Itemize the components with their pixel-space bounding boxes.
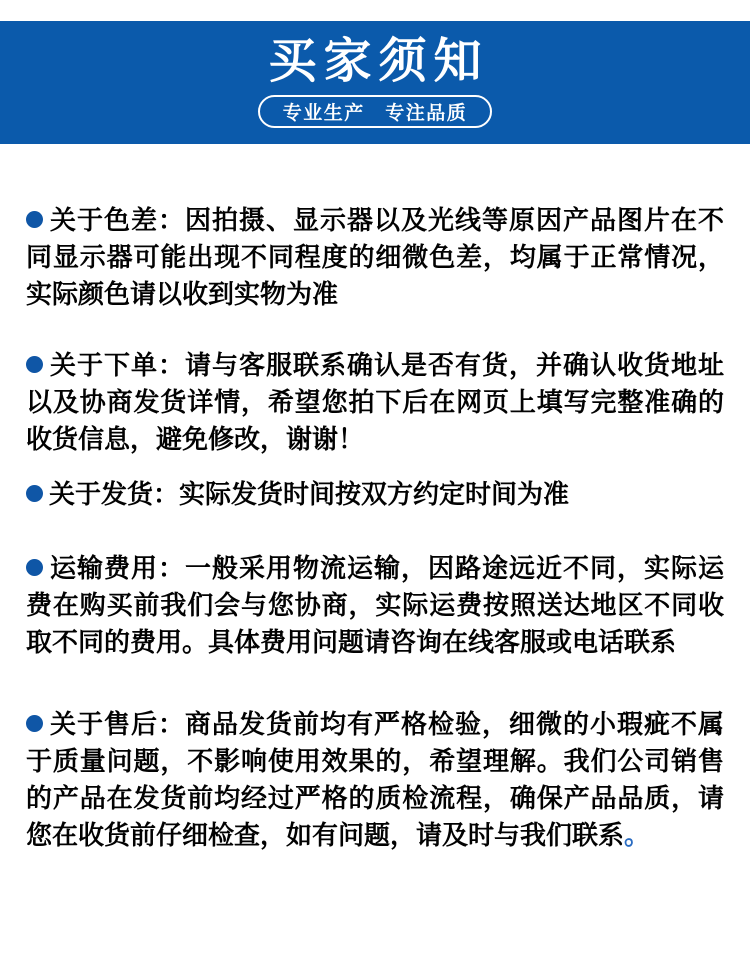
notice-color-difference (26, 202, 724, 313)
buyer-notice-page (0, 21, 750, 854)
page-title: 买家须知 (268, 34, 489, 88)
notice-ordering (26, 347, 724, 458)
bullet-icon (26, 559, 43, 576)
header-banner (0, 21, 750, 144)
notice-text: 运输费用：一般采用物流运输，因路途远近不同，实际运费在购买前我们会与您协商，实际运费按照送达地区不同收取不同的费用。具体费用问题请咨询在线客服或电话联系 (26, 553, 724, 657)
notice-text: 关于发货：实际发货时间按双方约定时间为准 (49, 479, 570, 509)
notice-shipping (26, 476, 724, 513)
notice-list (0, 202, 750, 854)
notice-after-sales (26, 706, 724, 854)
notice-text: 关于售后：商品发货前均有严格检验，细微的小瑕疵不属于质量问题，不影响使用效果的，希望理解。我们公司销售的产品在发货前均经过严格的质检流程，确保产品品质，请您在收货前仔细检查，如有问题，请及时与我们联系 (26, 709, 724, 850)
bullet-icon (26, 211, 43, 228)
quality-badge (258, 95, 493, 128)
bullet-icon (26, 485, 43, 502)
bullet-icon (26, 715, 43, 732)
notice-text: 关于下单：请与客服联系确认是否有货，并确认收货地址以及协商发货详情，希望您拍下后在网页上填写完整准确的收货信息，避免修改，谢谢！ (26, 350, 724, 454)
notice-freight-cost (26, 550, 724, 661)
quality-badge-label: 专业生产 专注品质 (282, 103, 468, 125)
notice-tail: 。 (624, 820, 651, 850)
notice-text: 关于色差：因拍摄、显示器以及光线等原因产品图片在不同显示器可能出现不同程度的细微色差，均属于正常情况，实际颜色请以收到实物为准 (26, 205, 724, 309)
bullet-icon (26, 356, 43, 373)
